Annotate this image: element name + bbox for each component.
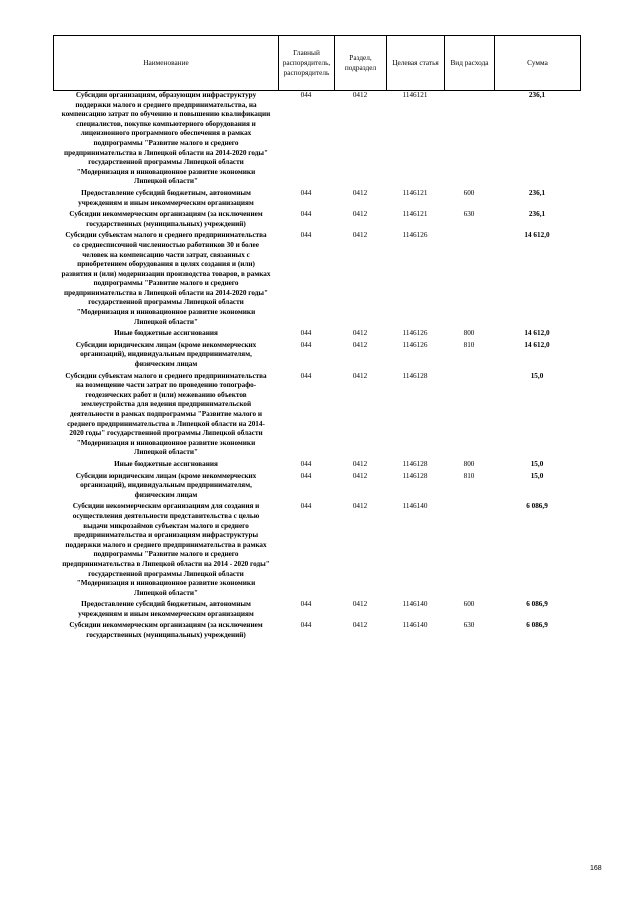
cell-admin: 044: [300, 600, 312, 609]
cell-sum: 14 612,0: [524, 329, 550, 338]
budget-table: [53, 35, 581, 641]
cell-section: 0412: [352, 91, 368, 99]
cell-sum: 15,0: [530, 459, 544, 468]
cell-name: Субсидии юридическим лицам (кроме некоммерческих организаций), индивидуальным предпринимателям, физическим лицам: [75, 340, 257, 369]
cell-section: 0412: [352, 459, 368, 468]
cell-name: Иные бюджетные ассигнования: [114, 459, 218, 468]
cell-sum: 6 086,9: [526, 600, 548, 609]
cell-admin: 044: [300, 91, 312, 99]
cell-expense: [445, 370, 495, 458]
cell-name: Субсидии некоммерческим организациям для создания и осуществления деятельности представительства с целью выдачи микрозаймов субъектам малого и среднего предпринимательства и организациям инфраструктуры поддержки малого и среднего предпринимательства в рамках подпрограммы "Развитие малого и среднего предпринимательства в Липецкой области на 2014 - 2020 годы" государственной программы Липецкой области "Модернизация и инновационное развитие экономики Липецкой области": [62, 502, 270, 597]
cell-expense: 630: [463, 210, 475, 219]
table-row: [54, 370, 581, 458]
cell-section: 0412: [352, 340, 368, 349]
cell-section: 0412: [352, 329, 368, 338]
cell-target: 1146128: [402, 459, 428, 468]
header-admin: Главный распорядитель, распорядитель: [279, 36, 335, 91]
header-expense: Вид расхода: [445, 36, 495, 91]
cell-name: Субсидии юридическим лицам (кроме некоммерческих организаций), индивидуальным предпринимателям, физическим лицам: [75, 471, 257, 499]
cell-target: 1146140: [402, 502, 428, 511]
cell-admin: 044: [300, 459, 312, 468]
cell-sum: 6 086,9: [526, 621, 548, 630]
cell-target: 1146140: [402, 600, 428, 609]
table-row: [54, 619, 581, 640]
cell-target: 1146128: [402, 371, 428, 380]
cell-expense: 600: [463, 188, 475, 197]
cell-target: 1146121: [402, 91, 428, 99]
cell-expense: 810: [463, 340, 475, 349]
cell-admin: 044: [300, 471, 312, 480]
cell-admin: 044: [300, 340, 312, 349]
cell-name: Субсидии организациям, образующим инфраструктуру поддержки малого и среднего предпринимательства, на компенсацию затрат по обучению и повышению квалификации специалистов, покупке компьютерного оборудования и лицензионного программного обеспечения в рамках подпрограммы "Развитие малого и среднего предпринимательства в Липецкой области на 2014-2020 годы" государственной программы Липецкой области "Модернизация и инновационное развитие экономики Липецкой области": [61, 91, 271, 186]
cell-admin: 044: [300, 188, 312, 197]
cell-admin: 044: [300, 502, 312, 511]
cell-name: Иные бюджетные ассигнования: [114, 329, 218, 338]
cell-section: 0412: [352, 471, 368, 480]
cell-section: 0412: [352, 600, 368, 609]
header-sum: Сумма: [495, 36, 581, 91]
cell-section: 0412: [352, 231, 368, 240]
cell-sum: 14 612,0: [524, 340, 550, 349]
cell-expense: 800: [463, 459, 475, 468]
cell-name: Субсидии некоммерческим организациям (за исключением государственных (муниципальных) учреждений): [69, 210, 263, 228]
cell-sum: 236,1: [528, 210, 546, 219]
cell-sum: 236,1: [528, 188, 546, 197]
table-row: [54, 187, 581, 208]
budget-document: [53, 35, 580, 641]
cell-admin: 044: [300, 329, 312, 338]
cell-admin: 044: [300, 231, 312, 240]
cell-admin: 044: [300, 210, 312, 219]
cell-expense: 810: [463, 471, 475, 480]
header-name: Наименование: [54, 36, 279, 91]
cell-expense: 630: [463, 621, 475, 630]
cell-target: 1146121: [402, 188, 428, 197]
table-row: [54, 598, 581, 619]
cell-target: 1146126: [402, 329, 428, 338]
cell-sum: 15,0: [530, 371, 544, 380]
table-header-row: [54, 36, 581, 91]
cell-section: 0412: [352, 621, 368, 630]
cell-expense: [445, 91, 495, 187]
cell-admin: 044: [300, 371, 312, 380]
table-row: [54, 339, 581, 370]
cell-expense: [445, 229, 495, 327]
table-row: [54, 470, 581, 501]
table-row: [54, 229, 581, 327]
cell-name: Субсидии некоммерческим организациям (за исключением государственных (муниципальных) учреждений): [69, 621, 263, 640]
cell-admin: 044: [300, 621, 312, 630]
cell-name: Субсидии субъектам малого и среднего предпринимательства со среднесписочной численностью работников 30 и более человек на компенсацию части затрат, связанных с приобретением оборудования в целях создания и (или) развития и (или) модернизации производства товаров, в рамках подпрограммы "Развитие малого и среднего предпринимательства в Липецкой области на 2014-2020 годы" государственной программы Липецкой области "Модернизация и инновационное развитие экономики Липецкой области": [61, 231, 271, 326]
table-row: [54, 458, 581, 470]
cell-name: Субсидии субъектам малого и среднего предпринимательства на возмещение части затрат по проведению топографо-геодезических работ и (или) межеванию объектов землеустройства для ведения предпринимательской деятельности в рамках подпрограммы "Развитие малого и среднего предпринимательства в Липецкой области на 2014-2020 годы" государственной программы Липецкой области "Модернизация и инновационное развитие экономики Липецкой области": [65, 371, 267, 457]
cell-sum: 6 086,9: [526, 502, 548, 511]
cell-target: 1146128: [402, 471, 428, 480]
cell-section: 0412: [352, 502, 368, 511]
cell-expense: 600: [463, 600, 475, 609]
cell-sum: 236,1: [528, 91, 546, 99]
cell-expense: [445, 500, 495, 598]
table-row: [54, 91, 581, 187]
table-row: [54, 208, 581, 229]
cell-sum: 15,0: [530, 471, 544, 480]
table-row: [54, 500, 581, 598]
cell-target: 1146126: [402, 231, 428, 240]
cell-section: 0412: [352, 188, 368, 197]
cell-target: 1146126: [402, 340, 428, 349]
header-target: Целевая статья: [387, 36, 445, 91]
cell-name: Предоставление субсидий бюджетным, автономным учреждениям и иным некоммерческим организациям: [78, 188, 254, 207]
cell-name: Предоставление субсидий бюджетным, автономным учреждениям и иным некоммерческим организациям: [78, 600, 254, 618]
page-number: 168: [590, 865, 602, 872]
cell-section: 0412: [352, 371, 368, 380]
cell-section: 0412: [352, 210, 368, 219]
header-section: Раздел, подраздел: [335, 36, 387, 91]
table-row: [54, 327, 581, 339]
cell-expense: 800: [463, 329, 475, 338]
cell-target: 1146121: [402, 210, 428, 219]
cell-sum: 14 612,0: [524, 231, 550, 240]
cell-target: 1146140: [402, 621, 428, 630]
